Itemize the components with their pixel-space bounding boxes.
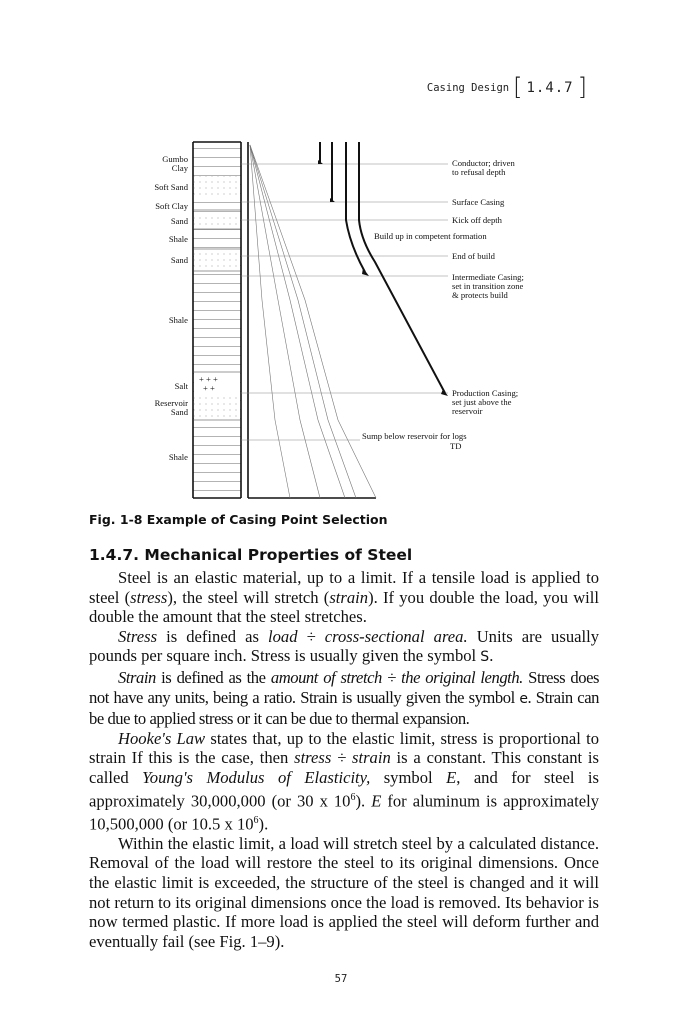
p3-definition: amount of stretch ÷ the original length. (270, 667, 523, 687)
p1-term-stress: stress (130, 587, 168, 607)
p4-text-a: states that, up to the elastic limit, stress is proportional to strain If this is the case, then (89, 728, 600, 768)
p2-symbol: S (480, 649, 490, 666)
paragraph-4 (89, 729, 599, 834)
header-close-bracket: ] (577, 73, 587, 101)
p2-definition: load ÷ cross-sectional area. (267, 626, 468, 646)
p2-text-c: . (489, 646, 494, 666)
annotation-surface-casing: Surface Casing (452, 197, 505, 207)
paragraph-5: Within the elastic limit, a load will stretch steel by a calculated distance. Removal of the load will restore the steel to its original dimensions. Once the elastic limit is exceeded, the structure of the steel is changed and it will not return to its original dimensions once the load is removed. Its behavior is now termed plastic. If more load is applied the steel will deform further and eventually fail (see Fig. 1–9). (89, 833, 599, 951)
section-heading: 1.4.7. Mechanical Properties of Steel (89, 546, 413, 564)
p3-text-b: Stress does not have any units, being a ratio. Strain is usually given the symbol (89, 667, 599, 707)
casing-strings (320, 142, 445, 393)
layer-label-shale-3: Shale (168, 452, 188, 462)
p1-term-strain: strain (329, 587, 369, 607)
p1-text-a: Steel is an elastic material, up to a limit. If a tensile load is applied to steel ( (89, 568, 599, 607)
header-open-bracket: [ (513, 73, 523, 101)
p3-text-a: is defined as the (155, 667, 271, 687)
annotation-intermediate: Intermediate Casing; set in transition zone & protects build (452, 272, 524, 300)
layer-label-gumbo: Gumbo Clay (162, 154, 188, 173)
p4-term-hooke: Hooke's Law (118, 728, 206, 748)
p2-term-stress: Stress (118, 626, 158, 646)
p4-text-e: ). (355, 791, 372, 811)
formation-traces (250, 145, 376, 498)
layer-label-reservoir: Reservoir Sand (154, 398, 188, 417)
p4-symbol-e1: E (446, 767, 457, 787)
annotation-production: Production Casing; set just above the reservoir (452, 388, 519, 416)
p4-exponent-1: 6 (350, 791, 356, 803)
layer-label-sand-2: Sand (170, 255, 188, 265)
p3-text-c: . Strain can be due to applied stress or it can be due to thermal expansion. (89, 687, 599, 729)
annotation-buildup: Build up in competent formation (374, 231, 487, 241)
p2-text-b: Units are usually pounds per square inch. Stress is usually given the symbol (89, 626, 599, 666)
casing-point-figure (0, 0, 682, 510)
paragraph-1 (89, 568, 599, 627)
paragraph-2 (89, 627, 599, 668)
p4-term-young: Young's Modulus of Elasticity, (142, 767, 371, 787)
p2-text-a: is defined as (157, 626, 268, 646)
layer-label-soft-sand: Soft Sand (154, 182, 188, 192)
p1-text-c: ). If you double the load, you will double the amount that the steel stretches. (89, 587, 600, 627)
p4-ratio: stress ÷ strain (294, 748, 391, 768)
layer-label-soft-clay: Soft Clay (155, 201, 188, 211)
strata-labels (154, 154, 188, 462)
layer-label-salt: Salt (174, 381, 188, 391)
header-section-number: 1.4.7 (526, 80, 574, 96)
p4-text-d: , and for steel is approximately 30,000,000 (or 30 x 10 (89, 767, 599, 811)
page-number: 57 (334, 973, 348, 985)
body-text (89, 568, 599, 951)
paragraph-3 (89, 668, 599, 729)
figure-caption: Fig. 1-8 Example of Casing Point Selection (89, 512, 388, 527)
p3-term-strain: Strain (118, 667, 156, 687)
layer-label-sand-1: Sand (170, 216, 188, 226)
svg-text:+ +: + + (203, 383, 215, 393)
p4-text-f: for aluminum is approximately 10,500,000 (or 10.5 x 10 (89, 791, 599, 834)
header-title: Casing Design (426, 82, 510, 94)
svg-text:+ + +: + + + (199, 374, 218, 384)
p4-exponent-2: 6 (253, 814, 259, 826)
p4-text-b: is a constant. This constant is called (89, 748, 600, 787)
annotation-kickoff: Kick off depth (452, 215, 502, 225)
p3-symbol: e (519, 690, 528, 707)
layer-label-shale-2: Shale (168, 315, 188, 325)
annotation-end-build: End of build (452, 251, 495, 261)
p1-text-b: ), the steel will stretch ( (167, 587, 330, 607)
layer-label-shale-1: Shale (168, 234, 188, 244)
p4-symbol-e2: E (371, 791, 382, 811)
strata-column (193, 142, 241, 498)
annotation-conductor: Conductor; driven to refusal depth (452, 158, 515, 177)
p4-text-g: ). (258, 814, 269, 834)
p4-text-c: symbol (370, 767, 447, 787)
leader-lines (241, 164, 448, 440)
annotation-td: TD (450, 441, 462, 451)
annotation-sump: Sump below reservoir for logs (362, 431, 467, 441)
